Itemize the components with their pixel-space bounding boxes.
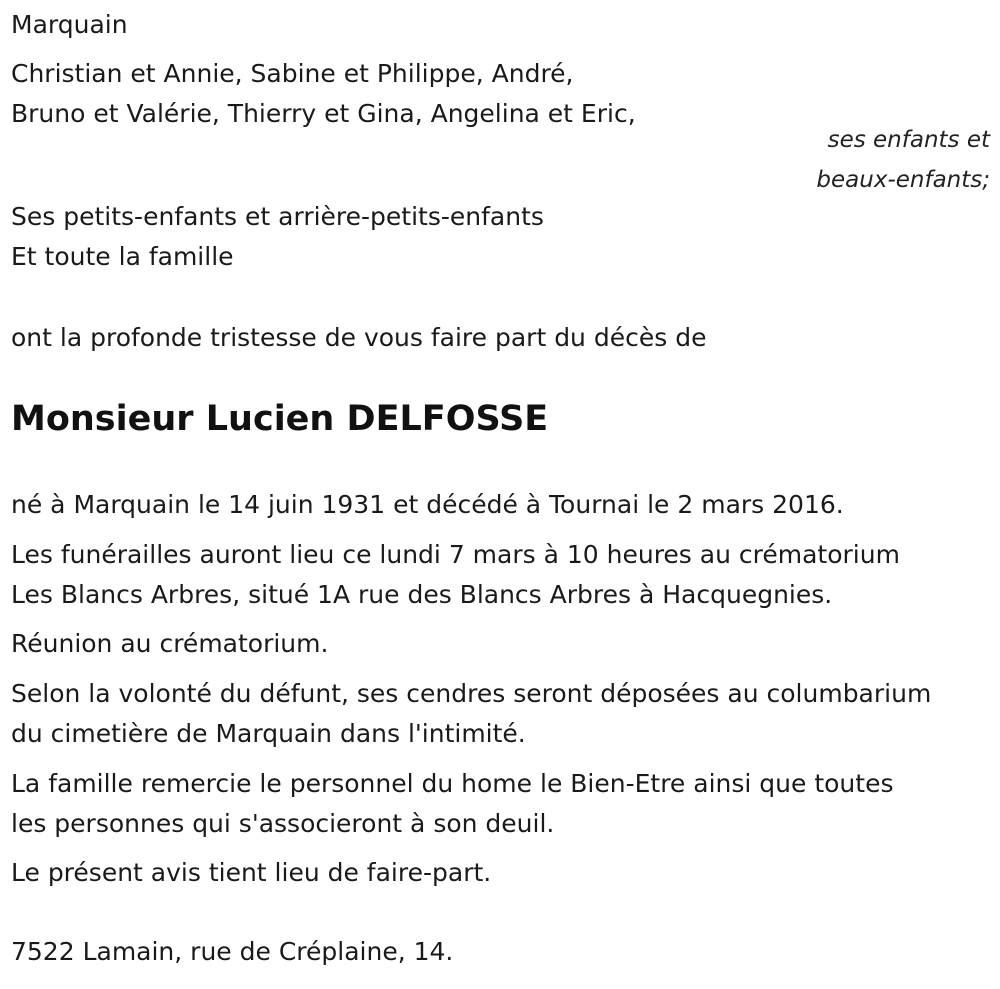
thanks-line-2: les personnes qui s'associeront à son deuil. <box>11 809 555 838</box>
children-relation-line-2: beaux-enfants; <box>816 167 990 193</box>
thanks-line-1: La famille remercie le personnel du home le Bien-Etre ainsi que toutes <box>11 769 894 798</box>
children-relation <box>816 120 990 200</box>
funeral-line-1: Les funérailles auront lieu ce lundi 7 mars à 10 heures au crématorium <box>11 540 900 569</box>
children-relation-line-1: ses enfants et <box>827 127 990 153</box>
children-line-2: Bruno et Valérie, Thierry et Gina, Angelina et Eric, <box>11 99 636 128</box>
family-line-2: Et toute la famille <box>11 242 234 271</box>
family-address: 7522 Lamain, rue de Créplaine, 14. <box>11 937 454 966</box>
gathering-info: Réunion au crématorium. <box>11 629 329 658</box>
locality: Marquain <box>11 10 128 39</box>
announcement: ont la profonde tristesse de vous faire part du décès de <box>11 323 707 352</box>
funeral-line-2: Les Blancs Arbres, situé 1A rue des Blancs Arbres à Hacquegnies. <box>11 580 833 609</box>
birth-death-dates: né à Marquain le 14 juin 1931 et décédé à Tournai le 2 mars 2016. <box>11 490 844 519</box>
deceased-name: Monsieur Lucien DELFOSSE <box>11 399 549 439</box>
children-line-1: Christian et Annie, Sabine et Philippe, André, <box>11 59 574 88</box>
ashes-line-2: du cimetière de Marquain dans l'intimité. <box>11 719 526 748</box>
ashes-line-1: Selon la volonté du défunt, ses cendres seront déposées au columbarium <box>11 679 932 708</box>
notice-statement: Le présent avis tient lieu de faire-part. <box>11 858 492 887</box>
family-line-1: Ses petits-enfants et arrière-petits-enfants <box>11 202 544 231</box>
